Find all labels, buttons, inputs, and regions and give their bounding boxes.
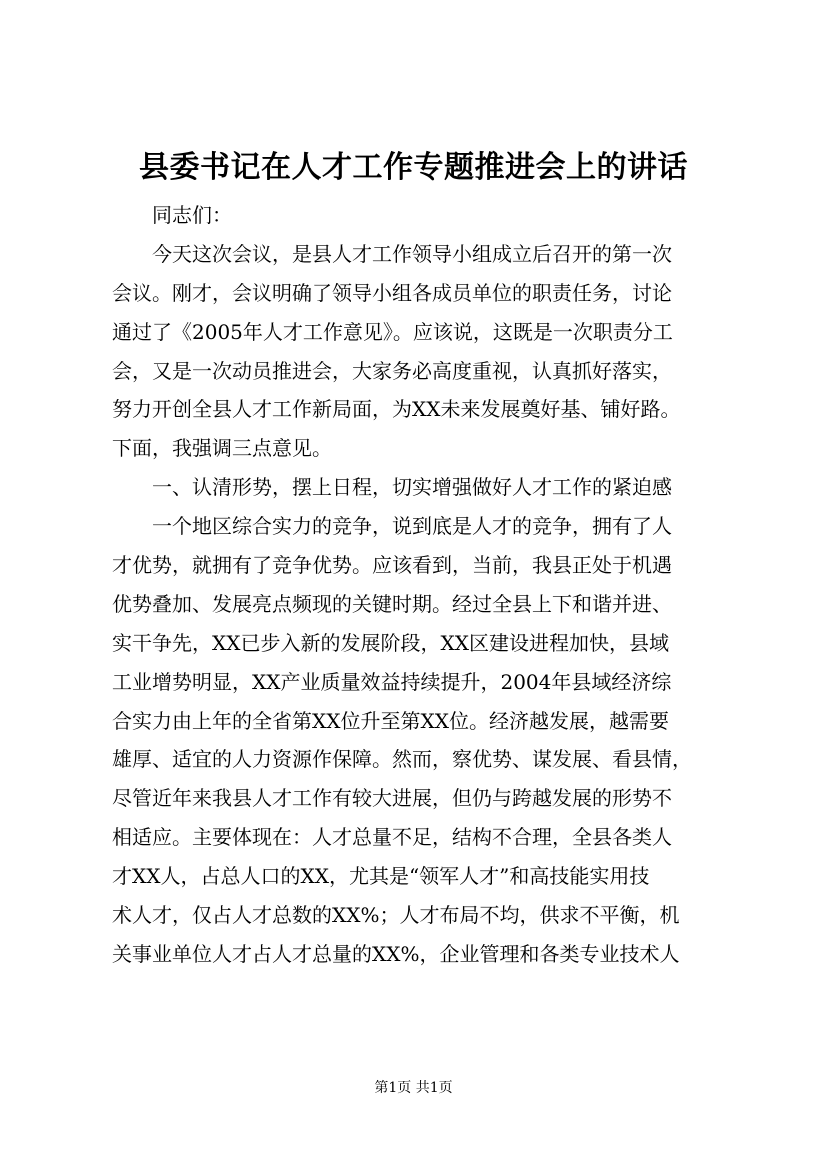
text-line: 才优势，就拥有了竞争优势。应该看到，当前，我县正处于机遇 xyxy=(112,553,672,578)
text-line: 下面，我强调三点意见。 xyxy=(112,436,332,461)
text-line: 相适应。主要体现在：人才总量不足，结构不合理，全县各类人 xyxy=(112,825,672,850)
page-footer: 第1页 共1页 xyxy=(374,1080,453,1096)
text-line: 一个地区综合实力的竞争，说到底是人才的竞争，拥有了人 xyxy=(152,514,672,539)
text-line: 会议。刚才，会议明确了领导小组各成员单位的职责任务，讨论 xyxy=(112,280,672,305)
text-line: 关事业单位人才占人才总量的XX%，企业管理和各类专业技术人 xyxy=(112,941,680,966)
text-line: 术人才，仅占人才总数的XX%；人才布局不均，供求不平衡，机 xyxy=(112,903,680,928)
text-line: 雄厚、适宜的人力资源作保障。然而，察优势、谋发展、看县情， xyxy=(112,747,692,772)
text-line: 今天这次会议，是县人才工作领导小组成立后召开的第一次 xyxy=(152,241,672,266)
text-line: 同志们： xyxy=(152,203,232,227)
text-line: 才XX人，占总人口的XX，尤其是“领军人才”和高技能实用技 xyxy=(112,864,650,889)
text-line: 努力开创全县人才工作新局面，为XX未来发展奠好基、铺好路。 xyxy=(112,397,681,422)
text-line: 尽管近年来我县人才工作有较大进展，但仍与跨越发展的形势不 xyxy=(112,786,672,811)
text-line: 实干争先，XX已步入新的发展阶段，XX区建设进程加快，县域 xyxy=(112,630,669,655)
text-line: 工业增势明显，XX产业质量效益持续提升，2004年县域经济综 xyxy=(112,669,672,694)
text-line: 一、认清形势，摆上日程，切实增强做好人才工作的紧迫感 xyxy=(152,475,672,500)
text-line: 通过了《2005年人才工作意见》。应该说，这既是一次职责分工 xyxy=(112,319,673,344)
text-line: 会，又是一次动员推进会，大家务必高度重视，认真抓好落实， xyxy=(112,358,672,383)
text-line: 合实力由上年的全省第XX位升至第XX位。经济越发展，越需要 xyxy=(112,708,669,733)
text-line: 优势叠加、发展亮点频现的关键时期。经过全县上下和谐并进、 xyxy=(112,591,672,616)
document-body xyxy=(112,196,772,974)
document-title: 县委书记在人才工作专题推进会上的讲话 xyxy=(139,150,688,185)
